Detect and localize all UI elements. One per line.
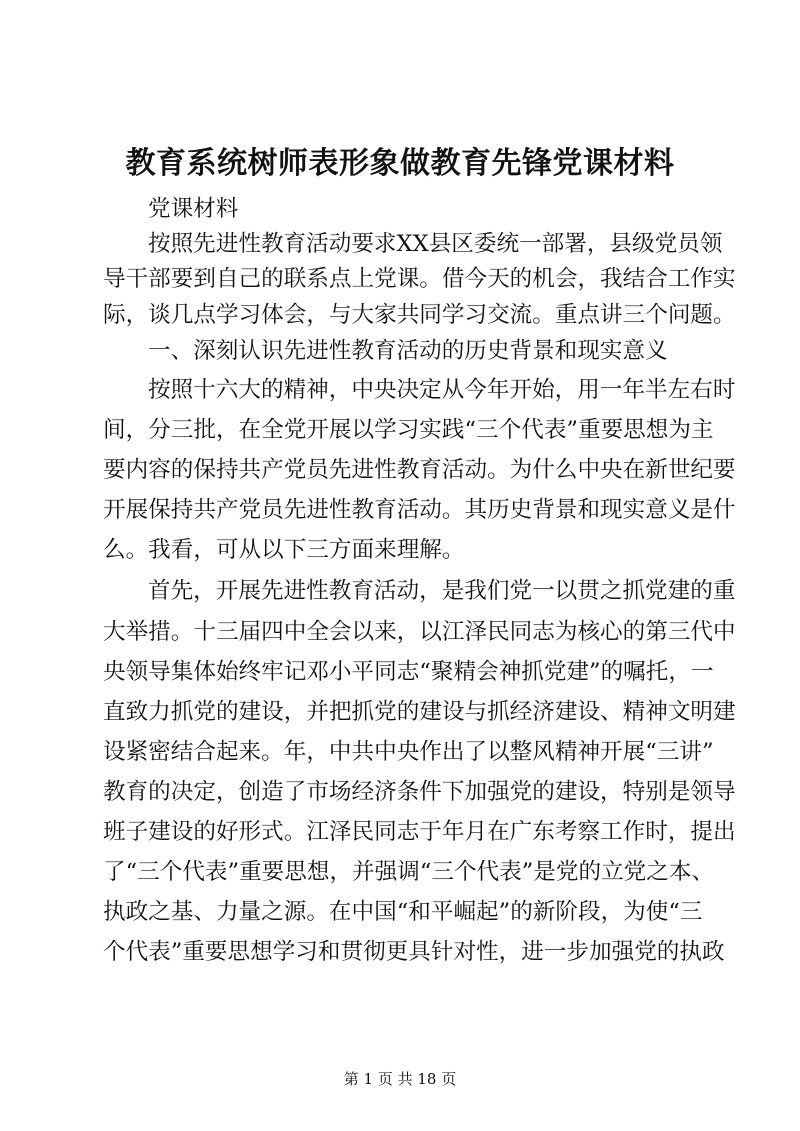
text-line: 按照十六大的精神，中央决定从今年开始，用一年半左右时 bbox=[148, 377, 736, 403]
section-heading: 一、深刻认识先进性教育活动的历史背景和现实意义 bbox=[148, 338, 668, 364]
text-line: 首先，开展先进性教育活动，是我们党一以贯之抓党建的重 bbox=[148, 578, 736, 604]
text-line: 央领导集体始终牢记邓小平同志“聚精会神抓党建”的嘱托，一 bbox=[103, 659, 714, 685]
text-line: 个代表”重要思想学习和贯彻更具针对性，进一步加强党的执政 bbox=[103, 939, 725, 965]
text-line: 际，谈几点学习体会，与大家共同学习交流。重点讲三个问题。 bbox=[103, 302, 736, 328]
text-line: 教育的决定，创造了市场经济条件下加强党的建设，特别是领导 bbox=[103, 779, 736, 805]
text-line: 开展保持共产党员先进性教育活动。其历史背景和现实意义是什 bbox=[103, 497, 736, 523]
page-number: 第 1 页 共 18 页 bbox=[343, 1070, 457, 1088]
text-line: 要内容的保持共产党员先进性教育活动。为什么中央在新世纪要 bbox=[103, 457, 736, 483]
text-line: 间，分三批，在全党开展以学习实践“三个代表”重要思想为主 bbox=[103, 417, 714, 443]
text-line: 大举措。十三届四中全会以来，以江泽民同志为核心的第三代中 bbox=[103, 619, 736, 645]
text-line: 执政之基、力量之源。在中国“和平崛起”的新阶段，为使“三 bbox=[103, 899, 703, 925]
text-line: 班子建设的好形式。江泽民同志于年月在广东考察工作时，提出 bbox=[103, 819, 736, 845]
text-line: 么。我看，可从以下三方面来理解。 bbox=[103, 537, 465, 563]
document-title: 教育系统树师表形象做教育先锋党课材料 bbox=[125, 146, 675, 181]
text-line: 按照先进性教育活动要求XX县区委统一部署，县级党员领 bbox=[148, 231, 723, 257]
text-line: 设紧密结合起来。年，中共中央作出了以整风精神开展“三讲” bbox=[103, 739, 714, 765]
text-line: 直致力抓党的建设，并把抓党的建设与抓经济建设、精神文明建 bbox=[103, 699, 736, 725]
text-line: 党课材料 bbox=[148, 196, 239, 222]
text-line: 了“三个代表”重要思想，并强调“三个代表”是党的立党之本、 bbox=[103, 859, 715, 885]
text-line: 导干部要到自己的联系点上党课。借今天的机会，我结合工作实 bbox=[103, 266, 736, 292]
